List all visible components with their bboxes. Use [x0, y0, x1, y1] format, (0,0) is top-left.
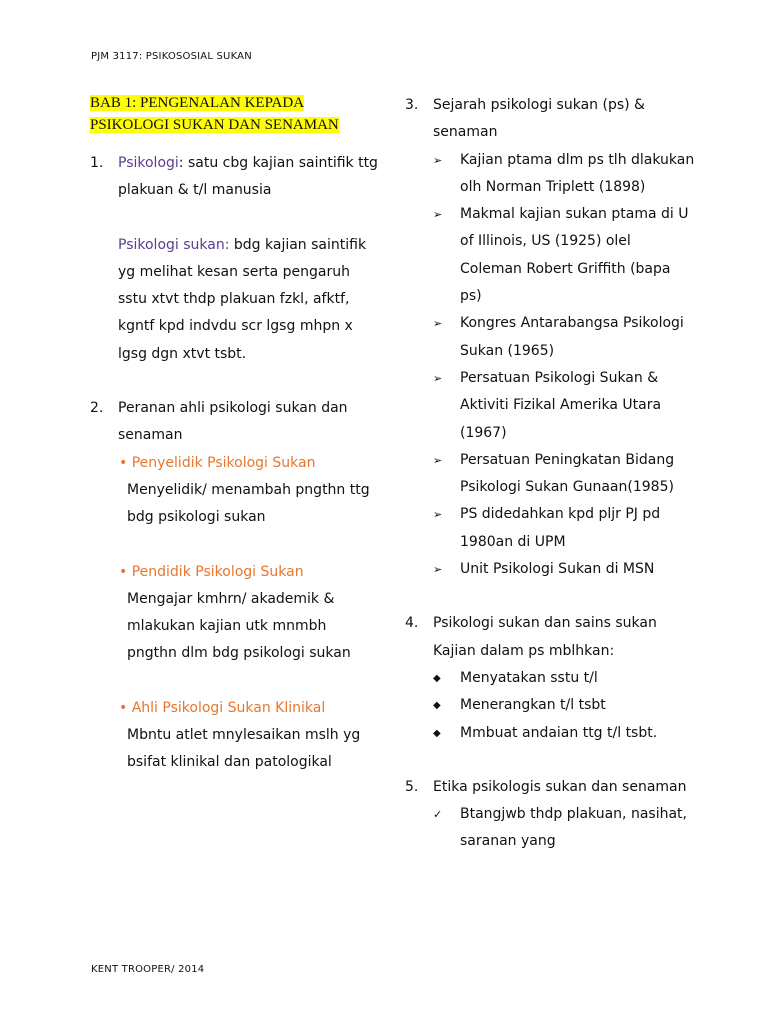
role-title: • Penyelidik Psikologi Sukan	[119, 454, 316, 471]
section-5	[405, 774, 695, 856]
role-description: Mbntu atlet mnylesaikan mslh yg bsifat klinikal dan patologikal	[127, 727, 361, 771]
role-item	[119, 450, 380, 532]
arrowhead-icon: ➢	[433, 371, 443, 385]
role-item	[119, 559, 380, 668]
arrowhead-icon: ➢	[433, 453, 443, 467]
section-1-number: 1.	[90, 155, 104, 171]
role-item	[119, 695, 380, 777]
definition-psikologi-sukan-text: bdg kajian saintifik yg melihat kesan serta pengaruh sstu xtvt thdp plakuan fzkl, afktf, kgntf kpd indvdu scr lgsg mhpn x lgsg dgn xtvt tsbt.	[118, 236, 367, 362]
section-3-heading: Sejarah psikologi sukan (ps) & senaman	[433, 97, 645, 141]
chapter-title-line1: BAB 1: PENGENALAN KEPADA	[90, 95, 305, 111]
section-2	[90, 395, 380, 777]
page-footer: KENT TROOPER/ 2014	[91, 964, 205, 975]
section-4-number: 4.	[405, 615, 419, 632]
section-5-heading: Etika psikologis sukan dan senaman	[433, 778, 687, 795]
list-item: ◆ Menerangkan t/l tsbt	[433, 692, 695, 719]
bullet-icon: •	[119, 699, 128, 716]
list-item: ➢ Persatuan Peningkatan Bidang Psikologi Sukan Gunaan(1985)	[433, 447, 695, 502]
page-header: PJM 3117: PSIKOSOSIAL SUKAN	[91, 51, 252, 62]
list-item: ➢ Persatuan Psikologi Sukan & Aktiviti Fizikal Amerika Utara (1967)	[433, 365, 695, 447]
section-1	[90, 150, 380, 368]
bullet-icon: •	[119, 563, 128, 580]
list-item: ◆ Mmbuat andaian ttg t/l tsbt.	[433, 720, 695, 747]
list-item: ➢ Makmal kajian sukan ptama di U of Illinois, US (1925) olel Coleman Robert Griffith (bapa ps)	[433, 201, 695, 310]
list-item: ➢ Kajian ptama dlm ps tlh dlakukan olh Norman Triplett (1898)	[433, 147, 695, 202]
right-column	[405, 92, 695, 856]
arrowhead-icon: ➢	[433, 508, 443, 522]
role-description: Mengajar kmhrn/ akademik & mlakukan kajian utk mnmbh pngthn dlm bdg psikologi sukan	[127, 590, 351, 662]
list-item: ✓ Btangjwb thdp plakuan, nasihat, saranan yang	[433, 801, 695, 856]
term-psikologi-sukan: Psikologi sukan:	[118, 236, 230, 253]
arrowhead-icon: ➢	[433, 317, 443, 331]
list-item: ➢ Unit Psikologi Sukan di MSN	[433, 556, 695, 583]
list-item: ➢ PS didedahkan kpd pljr PJ pd 1980an di UPM	[433, 501, 695, 556]
section-3	[405, 92, 695, 583]
definition-psikologi-sukan	[118, 232, 380, 368]
role-title: • Pendidik Psikologi Sukan	[119, 563, 304, 580]
chapter-title-line2: PSIKOLOGI SUKAN DAN SENAMAN	[90, 117, 339, 133]
section-4	[405, 610, 695, 746]
section-2-number: 2.	[90, 400, 104, 417]
section-4-heading: Psikologi sukan dan sains sukan	[433, 615, 657, 632]
arrowhead-icon: ➢	[433, 208, 443, 222]
diamond-icon: ◆	[433, 672, 441, 684]
bullet-icon: •	[119, 454, 128, 471]
arrowhead-icon: ➢	[433, 563, 443, 577]
left-column	[90, 92, 380, 777]
arrowhead-icon: ➢	[433, 153, 443, 167]
section-4-subheading: Kajian dalam ps mblhkan:	[433, 642, 615, 659]
diamond-icon: ◆	[433, 700, 441, 712]
section-3-number: 3.	[405, 97, 419, 113]
chapter-title	[90, 92, 380, 136]
list-item: ➢ Kongres Antarabangsa Psikologi Sukan (1965)	[433, 310, 695, 365]
section-5-number: 5.	[405, 778, 419, 795]
role-title: • Ahli Psikologi Sukan Klinikal	[119, 699, 326, 716]
definition-psikologi-text: : satu cbg kajian saintifik ttg plakuan & t/l manusia	[118, 155, 378, 199]
checkmark-icon: ✓	[433, 808, 443, 822]
list-item: ◆ Menyatakan sstu t/l	[433, 665, 695, 692]
definition-psikologi	[118, 150, 380, 205]
role-description: Menyelidik/ menambah pngthn ttg bdg psikologi sukan	[127, 481, 370, 526]
diamond-icon: ◆	[433, 727, 441, 739]
term-psikologi: Psikologi	[118, 155, 179, 171]
section-2-heading: Peranan ahli psikologi sukan dan senaman	[118, 400, 348, 444]
